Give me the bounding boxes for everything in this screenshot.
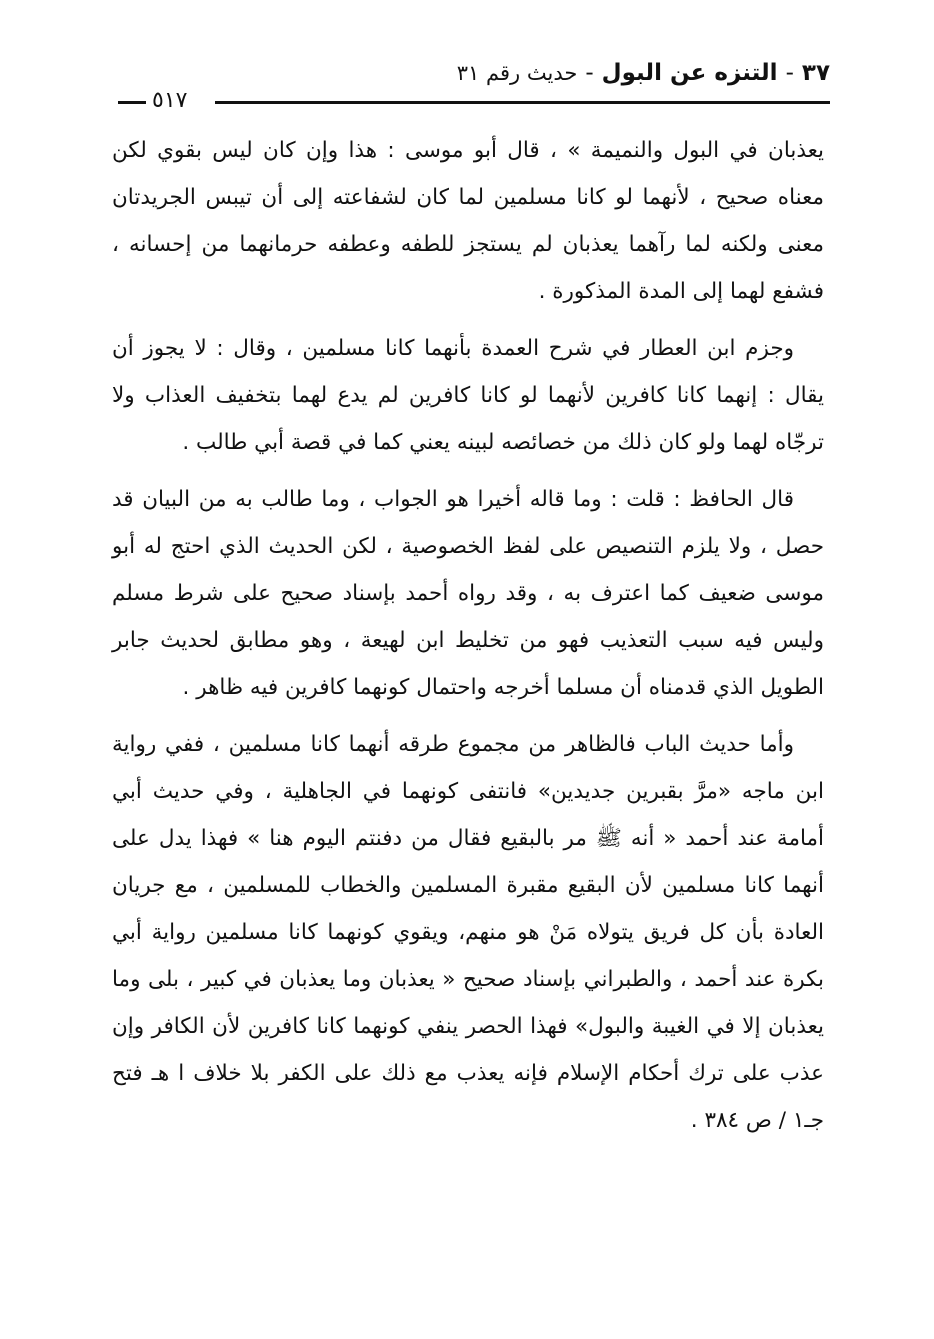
body-text	[112, 127, 824, 1154]
header-title	[457, 58, 830, 88]
hadith-reference: حديث رقم ٣١	[456, 61, 578, 85]
header-separator-1: -	[785, 60, 794, 86]
running-header	[118, 58, 830, 114]
header-rule	[118, 88, 830, 114]
header-rule-line	[215, 101, 830, 104]
paragraph-2: وجزم ابن العطار في شرح العمدة بأنهما كانا مسلمين ، وقال : لا يجوز أن يقال : إنهما كانا كافرين لأنهما لو كانا كافرين لم يدع لهما بتخفيف العذاب ولا ترجّاه لهما ولو كان ذلك من خصائصه لبينه يعني كما في قصة أبي طالب .	[112, 336, 824, 455]
paragraph-4: وأما حديث الباب فالظاهر من مجموع طرقه أنهما كانا مسلمين ، ففي رواية ابن ماجه «مرَّ بقبرين جديدين» فانتفى كونهما في الجاهلية ، وفي حديث أبي أمامة عند أحمد « أنه ﷺ مر بالبقيع فقال من دفنتم اليوم هنا » فهذا يدل على أنهما كانا مسلمين لأن البقيع مقبرة المسلمين والخطاب للمسلمين ، مع جريان العادة بأن كل فريق يتولاه مَنْ هو منهم، ويقوي كونهما كانا مسلمين رواية أبي بكرة عند أحمد ، والطبراني بإسناد صحيح « يعذبان وما يعذبان في كبير ، بلى وما يعذبان إلا في الغيبة والبول» فهذا الحصر ينفي كونهما كانا كافرين لأن الكافر وإن عذب على ترك أحكام الإسلام فإنه يعذب مع ذلك على الكفر بلا خلاف ا هـ فتح جـ١ / ص ٣٨٤ .	[112, 732, 824, 1133]
chapter-title: التنزه عن البول	[601, 60, 778, 86]
page-number: ٥١٧	[152, 88, 188, 113]
chapter-number: ٣٧	[801, 60, 830, 86]
header-separator-2: -	[585, 60, 594, 86]
page-number-dash	[118, 101, 146, 104]
paragraph-3: قال الحافظ : قلت : وما قاله أخيرا هو الجواب ، وما طالب به من البيان قد حصل ، ولا يلزم التنصيص على لفظ الخصوصية ، لكن الحديث الذي احتج له أبو موسى ضعيف كما اعترف به ، وقد رواه أحمد بإسناد صحيح على شرط مسلم وليس فيه سبب التعذيب فهو من تخليط ابن لهيعة ، وهو مطابق لحديث جابر الطويل الذي قدمناه أن مسلما أخرجه واحتمال كونهما كافرين فيه ظاهر .	[112, 487, 824, 700]
paragraph-1: يعذبان في البول والنميمة » ، قال أبو موسى : هذا وإن كان ليس بقوي لكن معناه صحيح ، لأنهما لو كانا مسلمين لما كان لشفاعته إلى أن تيبس الجريدتان معنى ولكنه لما رآهما يعذبان لم يستجز للطفه وعطفه حرمانهما من إحسانه ، فشفع لهما إلى المدة المذكورة .	[112, 138, 824, 304]
